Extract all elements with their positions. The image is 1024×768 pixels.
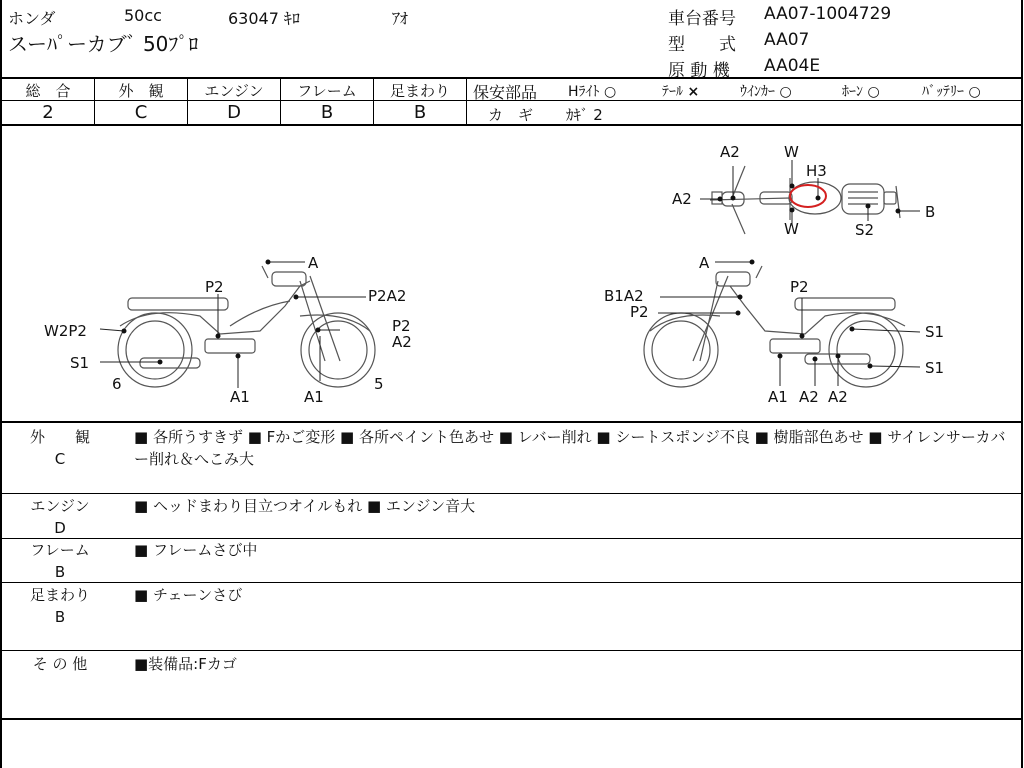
grade-value-exterior: C	[134, 102, 148, 123]
left-label-s1: S1	[70, 354, 90, 372]
safety-item-horn: ﾎｰﾝ ○	[842, 84, 880, 100]
chassis-value: AA07-1004729	[764, 4, 892, 24]
left-label-a: A	[308, 254, 319, 272]
mileage-text: 63047 ｷﾛ	[228, 9, 300, 28]
key-value: ｶｷﾞ 2	[566, 106, 603, 124]
key-label: カ ギ	[488, 106, 534, 124]
top-label-a2-left: A2	[672, 190, 692, 208]
left-label-5: 5	[374, 375, 384, 393]
inspection-diagram	[0, 126, 1023, 421]
comment-text-other: ■装備品:Fカゴ	[134, 655, 237, 673]
comment-text-exterior: ■ 各所うすきず ■ Fかご変形 ■ 各所ペイント色あせ ■ レバー削れ ■ シートスポンジ不良 ■ 樹脂部色あせ ■ サイレンサーカバー削れ＆へこみ大	[134, 428, 1006, 468]
grade-label-engine: エンジン	[204, 82, 264, 100]
left-label-a1-fork: A1	[304, 388, 324, 406]
right-label-s1-lower: S1	[925, 359, 945, 377]
safety-item-headlight: Hﾗｲﾄ ○	[568, 84, 617, 100]
damage-circle-marker	[790, 185, 826, 207]
maker-text: ホンダ	[8, 9, 56, 28]
right-label-a2-left: A2	[799, 388, 819, 406]
right-label-p2-front: P2	[630, 303, 649, 321]
right-label-a1: A1	[768, 388, 788, 406]
comment-text-suspension: ■ チェーンさび	[134, 586, 243, 604]
right-label-p2-seat: P2	[790, 278, 809, 296]
grade-label-overall: 総 合	[25, 82, 71, 100]
safety-item-battery: ﾊﾞｯﾃﾘｰ ○	[922, 84, 981, 100]
comment-label-frame: フレーム B	[30, 541, 90, 581]
left-label-a2-front: A2	[392, 333, 412, 351]
chassis-label: 車台番号	[668, 9, 736, 29]
grade-label-suspension: 足まわり	[389, 82, 450, 100]
right-label-b1a2: B1A2	[604, 287, 644, 305]
left-label-p2a2: P2A2	[368, 287, 407, 305]
displacement-text: 50cc	[124, 6, 162, 25]
grade-value-frame: B	[320, 102, 334, 123]
color-text: ｱｵ	[392, 9, 409, 28]
left-label-a1-engine: A1	[230, 388, 250, 406]
grade-label-frame: フレーム	[297, 82, 357, 100]
top-label-a2-handle: A2	[720, 143, 740, 161]
type-label: 型 式	[668, 35, 736, 55]
left-view-drawing	[118, 266, 375, 387]
right-label-a: A	[699, 254, 710, 272]
grade-label-exterior: 外 観	[118, 82, 164, 100]
safety-item-tail: ﾃｰﾙ ×	[662, 84, 700, 100]
right-view-drawing	[644, 266, 905, 387]
type-value: AA07	[764, 30, 810, 50]
left-label-p2-seat: P2	[205, 278, 224, 296]
comment-text-frame: ■ フレームさび中	[134, 541, 258, 559]
safety-title: 保安部品	[473, 83, 538, 102]
top-label-h3: H3	[806, 162, 827, 180]
top-label-w-lower: W	[784, 220, 799, 238]
top-label-b: B	[925, 203, 936, 221]
safety-item-winker: ｳｲﾝｶｰ ○	[740, 84, 792, 100]
engine-value: AA04E	[764, 56, 821, 76]
left-label-p2-front: P2	[392, 317, 411, 335]
comment-label-suspension: 足まわり B	[29, 586, 90, 626]
engine-label: 原 動 機	[668, 61, 730, 81]
grade-value-overall: 2	[42, 102, 54, 123]
top-label-s2: S2	[855, 221, 875, 239]
left-label-w2p2: W2P2	[44, 322, 87, 340]
right-label-a2-right: A2	[828, 388, 848, 406]
comment-label-engine: エンジン D	[30, 497, 90, 537]
comment-text-engine: ■ ヘッドまわり目立つオイルもれ ■ エンジン音大	[134, 497, 476, 515]
comment-label-other: そ の 他	[32, 655, 88, 673]
grade-value-suspension: B	[413, 102, 427, 123]
grade-value-engine: D	[227, 102, 241, 123]
top-label-w-upper: W	[784, 143, 799, 161]
comment-label-exterior: 外 観 C	[29, 428, 90, 468]
model-name: スーﾊﾟーカブﾞ 50ﾌﾟﾛ	[8, 32, 199, 56]
left-label-6: 6	[112, 375, 122, 393]
right-label-s1-upper: S1	[925, 323, 945, 341]
